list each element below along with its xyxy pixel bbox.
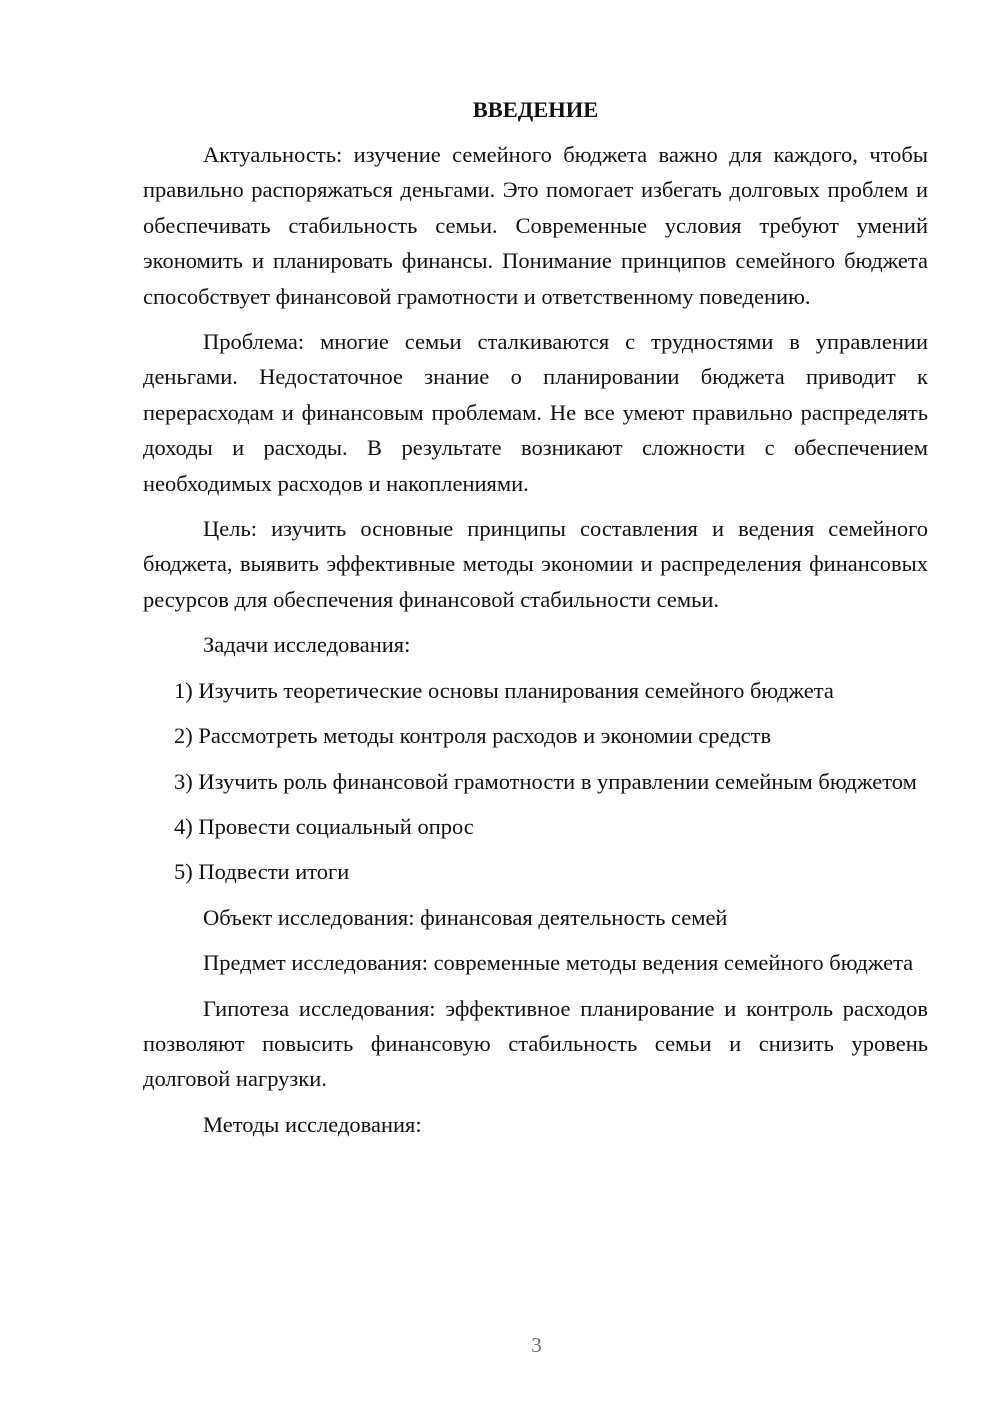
paragraph-methods: Методы исследования: — [203, 1111, 422, 1137]
paragraph-subject: Предмет исследования: современные методы ведения семейного бюджета — [203, 950, 914, 976]
section-title: ВВЕДЕНИЕ — [472, 97, 599, 122]
page-number: 3 — [531, 1333, 542, 1357]
paragraph-hypothesis: Гипотеза исследования: эффективное планирование и контроль расходов позволяют повысить финансовую стабильность семьи и снизить уровень долговой нагрузки. — [143, 995, 928, 1092]
task-item-1: 1) Изучить теоретические основы планирования семейного бюджета — [174, 677, 834, 703]
paragraph-relevance: Актуальность: изучение семейного бюджета важно для каждого, чтобы правильно распоряжаться деньгами. Это помогает избегать долговых проблем и обеспечивать стабильность семьи. Современные условия требуют умений экономить и планировать финансы. Понимание принципов семейного бюджета способствует финансовой грамотности и ответственному поведению. — [143, 142, 928, 309]
task-item-2: 2) Рассмотреть методы контроля расходов и экономии средств — [174, 723, 772, 749]
paragraph-tasks-heading: Задачи исследования: — [203, 632, 411, 658]
paragraph-goal: Цель: изучить основные принципы составления и ведения семейного бюджета, выявить эффективные методы экономии и распределения финансовых ресурсов для обеспечения финансовой стабильности семьи. — [143, 516, 928, 612]
task-item-3: 3) Изучить роль финансовой грамотности в управлении семейным бюджетом — [174, 768, 917, 794]
paragraph-problem: Проблема: многие семьи сталкиваются с трудностями в управлении деньгами. Недостаточное знание о планировании бюджета приводит к перерасходам и финансовым проблемам. Не все умеют правильно распределять доходы и расходы. В результате возникают сложности с обеспечением необходимых расходов и накоплениями. — [143, 329, 928, 496]
page-content — [143, 92, 928, 1152]
task-item-5: 5) Подвести итоги — [174, 859, 350, 885]
task-item-4: 4) Провести социальный опрос — [174, 813, 474, 839]
paragraph-object: Объект исследования: финансовая деятельность семей — [203, 904, 728, 930]
